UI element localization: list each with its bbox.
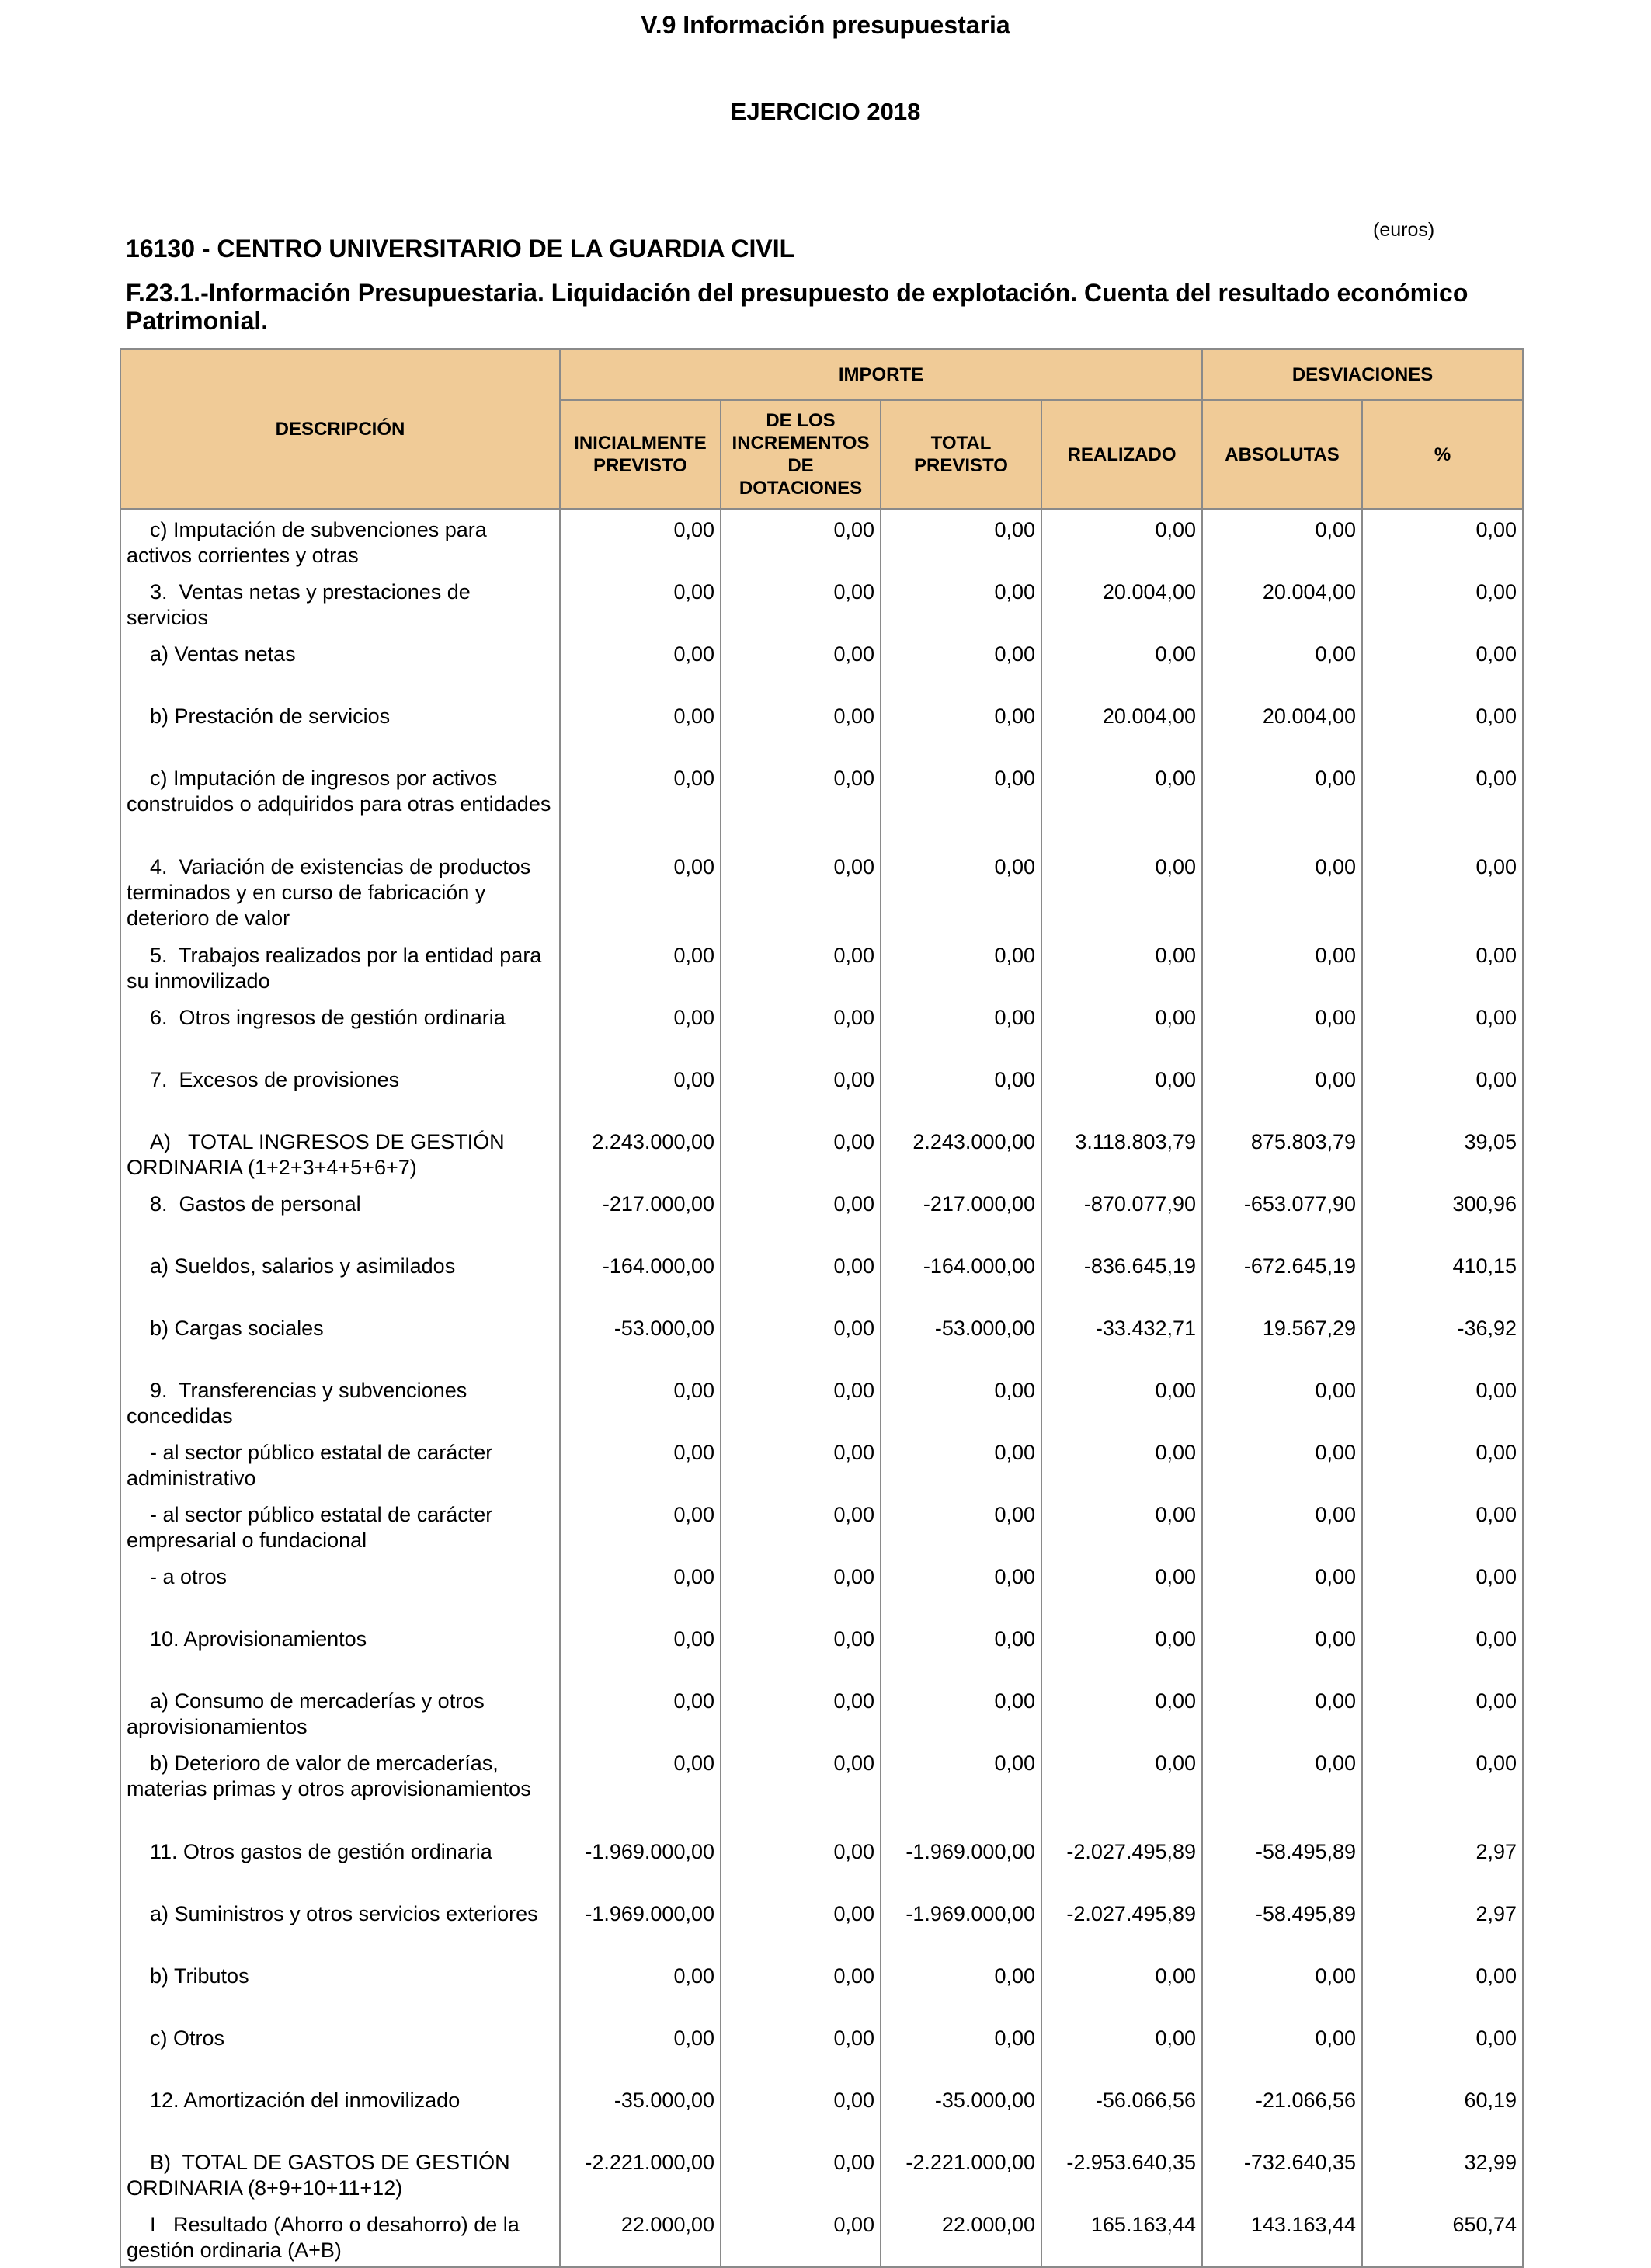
table-row <box>120 1370 1523 1432</box>
table-row <box>120 2018 1523 2080</box>
table-row <box>120 1681 1523 1743</box>
row-description: b) Deterioro de valor de mercaderías, materias primas y otros aprovisionamientos <box>120 1743 560 1831</box>
cell-total: 0,00 <box>881 1743 1041 1831</box>
cell-realizado: 0,00 <box>1041 1557 1202 1619</box>
cell-incrementos: 0,00 <box>721 1246 881 1308</box>
row-description: 10. Aprovisionamientos <box>120 1619 560 1681</box>
cell-total: 0,00 <box>881 997 1041 1059</box>
cell-absolutas: 0,00 <box>1202 758 1362 847</box>
cell-absolutas: -58.495,89 <box>1202 1831 1362 1894</box>
row-description: I Resultado (Ahorro o desahorro) de la gestión ordinaria (A+B) <box>120 2204 560 2267</box>
currency-units-label: (euros) <box>1373 219 1435 241</box>
cell-absolutas: 875.803,79 <box>1202 1122 1362 1184</box>
cell-total: 0,00 <box>881 572 1041 634</box>
cell-inicial: 0,00 <box>560 509 721 572</box>
cell-absolutas: 0,00 <box>1202 1370 1362 1432</box>
table-row <box>120 1308 1523 1370</box>
cell-inicial: 0,00 <box>560 1370 721 1432</box>
table-row <box>120 1831 1523 1894</box>
row-description: c) Otros <box>120 2018 560 2080</box>
cell-porcentaje: 0,00 <box>1362 997 1523 1059</box>
cell-porcentaje: 0,00 <box>1362 509 1523 572</box>
section-heading: F.23.1.-Información Presupuestaria. Liquidación del presupuesto de explotación. Cuenta del resultado económico Patrimonial. <box>126 279 1469 335</box>
cell-absolutas: 19.567,29 <box>1202 1308 1362 1370</box>
header-importe: IMPORTE <box>560 349 1202 400</box>
cell-realizado: 0,00 <box>1041 1432 1202 1494</box>
cell-realizado: 3.118.803,79 <box>1041 1122 1202 1184</box>
cell-incrementos: 0,00 <box>721 1743 881 1831</box>
header-desviaciones: DESVIACIONES <box>1202 349 1523 400</box>
cell-porcentaje: 650,74 <box>1362 2204 1523 2267</box>
cell-inicial: -164.000,00 <box>560 1246 721 1308</box>
cell-inicial: -1.969.000,00 <box>560 1831 721 1894</box>
cell-porcentaje: 0,00 <box>1362 1619 1523 1681</box>
cell-incrementos: 0,00 <box>721 1956 881 2018</box>
cell-inicial: 0,00 <box>560 1494 721 1557</box>
cell-porcentaje: 60,19 <box>1362 2080 1523 2142</box>
table-row <box>120 1494 1523 1557</box>
cell-absolutas: 0,00 <box>1202 1059 1362 1122</box>
cell-realizado: 20.004,00 <box>1041 572 1202 634</box>
entity-heading: 16130 - CENTRO UNIVERSITARIO DE LA GUARDIA CIVIL <box>126 235 795 263</box>
cell-incrementos: 0,00 <box>721 1184 881 1246</box>
cell-porcentaje: 0,00 <box>1362 1494 1523 1557</box>
cell-inicial: 0,00 <box>560 1432 721 1494</box>
cell-porcentaje: 0,00 <box>1362 1432 1523 1494</box>
row-description: b) Prestación de servicios <box>120 696 560 758</box>
cell-porcentaje: 39,05 <box>1362 1122 1523 1184</box>
cell-porcentaje: 300,96 <box>1362 1184 1523 1246</box>
cell-realizado: 20.004,00 <box>1041 696 1202 758</box>
cell-incrementos: 0,00 <box>721 1308 881 1370</box>
cell-realizado: -33.432,71 <box>1041 1308 1202 1370</box>
cell-porcentaje: 2,97 <box>1362 1831 1523 1894</box>
table-row <box>120 997 1523 1059</box>
cell-absolutas: -732.640,35 <box>1202 2142 1362 2204</box>
cell-total: 0,00 <box>881 634 1041 696</box>
cell-total: 0,00 <box>881 1370 1041 1432</box>
cell-incrementos: 0,00 <box>721 1432 881 1494</box>
header-incrementos-dotaciones: DE LOS INCREMENTOS DE DOTACIONES <box>721 400 881 509</box>
cell-porcentaje: 0,00 <box>1362 2018 1523 2080</box>
header-descripcion: DESCRIPCIÓN <box>120 349 560 509</box>
cell-incrementos: 0,00 <box>721 1557 881 1619</box>
cell-realizado: 0,00 <box>1041 509 1202 572</box>
cell-total: -1.969.000,00 <box>881 1894 1041 1956</box>
cell-total: 0,00 <box>881 1956 1041 2018</box>
row-description: B) TOTAL DE GASTOS DE GESTIÓN ORDINARIA (8+9+10+11+12) <box>120 2142 560 2204</box>
cell-realizado: 0,00 <box>1041 1956 1202 2018</box>
cell-absolutas: 0,00 <box>1202 1494 1362 1557</box>
cell-absolutas: -58.495,89 <box>1202 1894 1362 1956</box>
cell-absolutas: -21.066,56 <box>1202 2080 1362 2142</box>
cell-incrementos: 0,00 <box>721 572 881 634</box>
cell-porcentaje: 0,00 <box>1362 935 1523 997</box>
cell-realizado: 0,00 <box>1041 1743 1202 1831</box>
cell-porcentaje: -36,92 <box>1362 1308 1523 1370</box>
table-row <box>120 847 1523 935</box>
cell-absolutas: 0,00 <box>1202 935 1362 997</box>
header-total-previsto: TOTAL PREVISTO <box>881 400 1041 509</box>
cell-absolutas: 0,00 <box>1202 2018 1362 2080</box>
cell-porcentaje: 410,15 <box>1362 1246 1523 1308</box>
row-description: 3. Ventas netas y prestaciones de servicios <box>120 572 560 634</box>
cell-total: 0,00 <box>881 758 1041 847</box>
cell-inicial: 22.000,00 <box>560 2204 721 2267</box>
row-description: a) Ventas netas <box>120 634 560 696</box>
cell-inicial: 0,00 <box>560 1059 721 1122</box>
cell-incrementos: 0,00 <box>721 847 881 935</box>
cell-porcentaje: 0,00 <box>1362 758 1523 847</box>
cell-total: 0,00 <box>881 847 1041 935</box>
cell-inicial: 0,00 <box>560 847 721 935</box>
row-description: a) Suministros y otros servicios exteriores <box>120 1894 560 1956</box>
row-description: a) Sueldos, salarios y asimilados <box>120 1246 560 1308</box>
cell-incrementos: 0,00 <box>721 1370 881 1432</box>
cell-total: 0,00 <box>881 1619 1041 1681</box>
table-row <box>120 2204 1523 2267</box>
row-description: A) TOTAL INGRESOS DE GESTIÓN ORDINARIA (1+2+3+4+5+6+7) <box>120 1122 560 1184</box>
cell-total: -1.969.000,00 <box>881 1831 1041 1894</box>
table-row <box>120 2142 1523 2204</box>
cell-porcentaje: 0,00 <box>1362 1743 1523 1831</box>
cell-total: 0,00 <box>881 2018 1041 2080</box>
cell-absolutas: 20.004,00 <box>1202 696 1362 758</box>
row-description: 11. Otros gastos de gestión ordinaria <box>120 1831 560 1894</box>
row-description: b) Tributos <box>120 1956 560 2018</box>
cell-total: 0,00 <box>881 1557 1041 1619</box>
cell-incrementos: 0,00 <box>721 2142 881 2204</box>
cell-total: 0,00 <box>881 1681 1041 1743</box>
cell-realizado: 0,00 <box>1041 1059 1202 1122</box>
cell-realizado: -2.953.640,35 <box>1041 2142 1202 2204</box>
cell-inicial: 0,00 <box>560 2018 721 2080</box>
cell-incrementos: 0,00 <box>721 509 881 572</box>
row-description: - al sector público estatal de carácter administrativo <box>120 1432 560 1494</box>
cell-realizado: 0,00 <box>1041 2018 1202 2080</box>
cell-porcentaje: 0,00 <box>1362 1557 1523 1619</box>
cell-incrementos: 0,00 <box>721 1894 881 1956</box>
header-inicialmente-previsto: INICIALMENTE PREVISTO <box>560 400 721 509</box>
cell-absolutas: 20.004,00 <box>1202 572 1362 634</box>
cell-porcentaje: 0,00 <box>1362 1059 1523 1122</box>
cell-incrementos: 0,00 <box>721 2018 881 2080</box>
row-description: 7. Excesos de provisiones <box>120 1059 560 1122</box>
cell-realizado: -836.645,19 <box>1041 1246 1202 1308</box>
cell-inicial: 0,00 <box>560 935 721 997</box>
cell-absolutas: 143.163,44 <box>1202 2204 1362 2267</box>
cell-inicial: 0,00 <box>560 1619 721 1681</box>
table-row <box>120 509 1523 572</box>
page-title: V.9 Información presupuestaria <box>641 11 1010 39</box>
budget-table <box>120 348 1524 2268</box>
table-row <box>120 572 1523 634</box>
row-description: 5. Trabajos realizados por la entidad para su inmovilizado <box>120 935 560 997</box>
cell-absolutas: 0,00 <box>1202 997 1362 1059</box>
cell-incrementos: 0,00 <box>721 696 881 758</box>
budget-table-body <box>120 509 1523 2267</box>
table-row <box>120 1743 1523 1831</box>
header-realizado: REALIZADO <box>1041 400 1202 509</box>
cell-porcentaje: 2,97 <box>1362 1894 1523 1956</box>
cell-realizado: 0,00 <box>1041 997 1202 1059</box>
cell-inicial: 0,00 <box>560 1956 721 2018</box>
cell-porcentaje: 0,00 <box>1362 1681 1523 1743</box>
cell-absolutas: 0,00 <box>1202 509 1362 572</box>
cell-absolutas: 0,00 <box>1202 1432 1362 1494</box>
table-row <box>120 1956 1523 2018</box>
cell-absolutas: -653.077,90 <box>1202 1184 1362 1246</box>
cell-absolutas: 0,00 <box>1202 1681 1362 1743</box>
cell-inicial: 0,00 <box>560 997 721 1059</box>
table-row <box>120 1619 1523 1681</box>
cell-absolutas: 0,00 <box>1202 634 1362 696</box>
row-description: 9. Transferencias y subvenciones concedidas <box>120 1370 560 1432</box>
cell-porcentaje: 0,00 <box>1362 572 1523 634</box>
cell-inicial: 0,00 <box>560 696 721 758</box>
table-row <box>120 1184 1523 1246</box>
cell-inicial: -2.221.000,00 <box>560 2142 721 2204</box>
cell-porcentaje: 32,99 <box>1362 2142 1523 2204</box>
cell-realizado: -56.066,56 <box>1041 2080 1202 2142</box>
cell-porcentaje: 0,00 <box>1362 696 1523 758</box>
cell-total: 22.000,00 <box>881 2204 1041 2267</box>
cell-absolutas: 0,00 <box>1202 1956 1362 2018</box>
row-description: c) Imputación de subvenciones para activos corrientes y otras <box>120 509 560 572</box>
cell-realizado: 0,00 <box>1041 1619 1202 1681</box>
row-description: c) Imputación de ingresos por activos construidos o adquiridos para otras entidades <box>120 758 560 847</box>
row-description: a) Consumo de mercaderías y otros aprovisionamientos <box>120 1681 560 1743</box>
cell-inicial: 0,00 <box>560 1681 721 1743</box>
cell-absolutas: -672.645,19 <box>1202 1246 1362 1308</box>
cell-porcentaje: 0,00 <box>1362 847 1523 935</box>
cell-realizado: -870.077,90 <box>1041 1184 1202 1246</box>
table-row <box>120 2080 1523 2142</box>
header-porcentaje: % <box>1362 400 1523 509</box>
cell-total: 0,00 <box>881 696 1041 758</box>
cell-realizado: -2.027.495,89 <box>1041 1831 1202 1894</box>
cell-realizado: 0,00 <box>1041 1370 1202 1432</box>
cell-incrementos: 0,00 <box>721 1122 881 1184</box>
row-description: 4. Variación de existencias de productos terminados y en curso de fabricación y deterioro de valor <box>120 847 560 935</box>
cell-inicial: 0,00 <box>560 634 721 696</box>
cell-inicial: -217.000,00 <box>560 1184 721 1246</box>
row-description: 8. Gastos de personal <box>120 1184 560 1246</box>
table-row <box>120 1059 1523 1122</box>
cell-realizado: 0,00 <box>1041 847 1202 935</box>
cell-realizado: 0,00 <box>1041 634 1202 696</box>
cell-incrementos: 0,00 <box>721 634 881 696</box>
cell-porcentaje: 0,00 <box>1362 1956 1523 2018</box>
cell-realizado: 0,00 <box>1041 758 1202 847</box>
table-row <box>120 935 1523 997</box>
cell-absolutas: 0,00 <box>1202 1557 1362 1619</box>
row-description: - a otros <box>120 1557 560 1619</box>
table-row <box>120 1432 1523 1494</box>
table-row <box>120 1246 1523 1308</box>
cell-incrementos: 0,00 <box>721 1619 881 1681</box>
cell-total: 0,00 <box>881 1432 1041 1494</box>
cell-realizado: 0,00 <box>1041 935 1202 997</box>
cell-total: -217.000,00 <box>881 1184 1041 1246</box>
cell-inicial: 0,00 <box>560 758 721 847</box>
cell-absolutas: 0,00 <box>1202 1619 1362 1681</box>
cell-incrementos: 0,00 <box>721 997 881 1059</box>
cell-total: -164.000,00 <box>881 1246 1041 1308</box>
cell-absolutas: 0,00 <box>1202 847 1362 935</box>
cell-total: 0,00 <box>881 935 1041 997</box>
cell-total: 2.243.000,00 <box>881 1122 1041 1184</box>
table-row <box>120 1122 1523 1184</box>
cell-total: -53.000,00 <box>881 1308 1041 1370</box>
row-description: b) Cargas sociales <box>120 1308 560 1370</box>
cell-total: 0,00 <box>881 1059 1041 1122</box>
cell-porcentaje: 0,00 <box>1362 634 1523 696</box>
cell-incrementos: 0,00 <box>721 1681 881 1743</box>
cell-inicial: -53.000,00 <box>560 1308 721 1370</box>
cell-porcentaje: 0,00 <box>1362 1370 1523 1432</box>
cell-absolutas: 0,00 <box>1202 1743 1362 1831</box>
header-absolutas: ABSOLUTAS <box>1202 400 1362 509</box>
table-row <box>120 634 1523 696</box>
cell-incrementos: 0,00 <box>721 2204 881 2267</box>
cell-total: -35.000,00 <box>881 2080 1041 2142</box>
cell-realizado: -2.027.495,89 <box>1041 1894 1202 1956</box>
cell-inicial: -1.969.000,00 <box>560 1894 721 1956</box>
table-row <box>120 1894 1523 1956</box>
row-description: 12. Amortización del inmovilizado <box>120 2080 560 2142</box>
cell-inicial: -35.000,00 <box>560 2080 721 2142</box>
cell-total: 0,00 <box>881 1494 1041 1557</box>
row-description: - al sector público estatal de carácter empresarial o fundacional <box>120 1494 560 1557</box>
cell-incrementos: 0,00 <box>721 758 881 847</box>
row-description: 6. Otros ingresos de gestión ordinaria <box>120 997 560 1059</box>
cell-total: -2.221.000,00 <box>881 2142 1041 2204</box>
cell-realizado: 0,00 <box>1041 1494 1202 1557</box>
cell-incrementos: 0,00 <box>721 1831 881 1894</box>
cell-total: 0,00 <box>881 509 1041 572</box>
cell-inicial: 0,00 <box>560 572 721 634</box>
cell-inicial: 0,00 <box>560 1743 721 1831</box>
cell-incrementos: 0,00 <box>721 935 881 997</box>
cell-inicial: 2.243.000,00 <box>560 1122 721 1184</box>
table-row <box>120 758 1523 847</box>
table-row <box>120 1557 1523 1619</box>
fiscal-year-title: EJERCICIO 2018 <box>730 98 921 125</box>
cell-incrementos: 0,00 <box>721 2080 881 2142</box>
cell-realizado: 165.163,44 <box>1041 2204 1202 2267</box>
cell-realizado: 0,00 <box>1041 1681 1202 1743</box>
cell-inicial: 0,00 <box>560 1557 721 1619</box>
cell-incrementos: 0,00 <box>721 1494 881 1557</box>
table-row <box>120 696 1523 758</box>
cell-incrementos: 0,00 <box>721 1059 881 1122</box>
